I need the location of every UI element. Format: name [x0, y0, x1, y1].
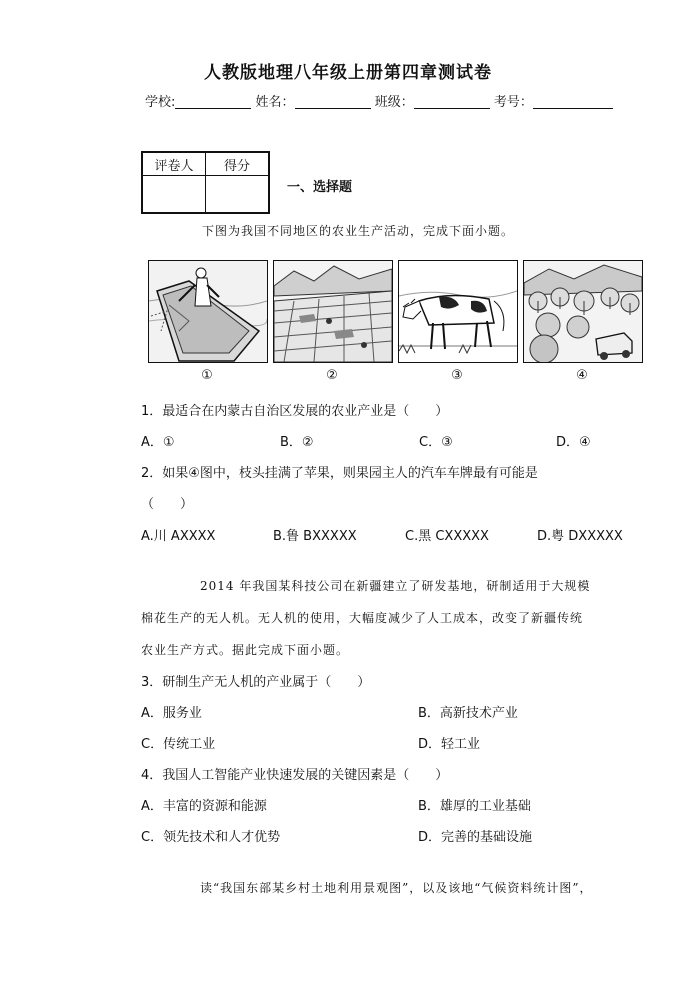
q1-option-b[interactable]: B．② [280, 435, 314, 450]
orchard-illustration [524, 261, 642, 362]
q2-option-d-label: D.粤 DXXXXX [537, 529, 623, 544]
picture-label-3: ③ [451, 368, 463, 383]
intro-text-1: 下图为我国不同地区的农业生产活动，完成下面小题。 [202, 224, 515, 238]
grader-cell [142, 176, 206, 214]
q4-option-d[interactable]: D．完善的基础设施 [418, 830, 533, 845]
intro-text-2-line-2: 棉花生产的无人机。无人机的使用，大幅度减少了人工成本，改变了新疆传统 [141, 611, 584, 625]
intro-text-2-line-3: 农业生产方式。据此完成下面小题。 [141, 643, 350, 657]
q3-option-a[interactable]: A．服务业 [141, 706, 202, 721]
q2-option-b-label: B.鲁 BXXXXX [273, 529, 357, 544]
question-2-paren: （ ） [141, 497, 194, 512]
q2-option-a[interactable] [141, 525, 215, 544]
q3-option-b[interactable]: B．高新技术产业 [418, 706, 518, 721]
name-label: 姓名： [255, 95, 295, 110]
student-info-line [145, 91, 613, 110]
picture-label-1: ① [201, 368, 213, 383]
school-blank [175, 94, 251, 109]
q2-option-c[interactable] [405, 525, 489, 544]
class-label: 班级： [374, 95, 414, 110]
q2-option-a-label: A.川 AXXXX [141, 529, 216, 544]
score-cell [206, 176, 270, 214]
q2-option-c-label: C.黑 CXXXXX [405, 529, 489, 544]
q1-option-d[interactable]: D．④ [556, 435, 591, 450]
school-label: 学校: [145, 95, 176, 110]
question-1: 1．最适合在内蒙古自治区发展的农业产业是（ ） [141, 404, 449, 419]
picture-rice-fields [273, 260, 393, 363]
score-label: 得分 [206, 152, 270, 176]
intro-text-2-line-1: 2014 年我国某科技公司在新疆建立了研发基地，研制适用于大规模 [200, 579, 591, 593]
picture-fishing-boat [148, 260, 268, 363]
q3-option-d[interactable]: D．轻工业 [418, 737, 481, 752]
number-label: 考号： [493, 95, 533, 110]
rice-fields-illustration [274, 261, 392, 362]
q3-option-c[interactable]: C．传统工业 [141, 737, 216, 752]
grader-label: 评卷人 [142, 152, 206, 176]
score-table [141, 151, 270, 214]
section-title: 一、选择题 [287, 180, 353, 195]
q2-option-d[interactable] [537, 525, 623, 544]
q4-option-c[interactable]: C．领先技术和人才优势 [141, 830, 281, 845]
fishing-boat-illustration [149, 261, 267, 362]
q1-option-a[interactable]: A．① [141, 435, 175, 450]
q4-option-b[interactable]: B．雄厚的工业基础 [418, 799, 531, 814]
picture-orchard [523, 260, 643, 363]
question-2: 2．如果④图中，枝头挂满了苹果，则果园主人的汽车车牌最有可能是 [141, 466, 538, 481]
picture-grazing-cow [398, 260, 518, 363]
number-blank [533, 94, 613, 109]
page-title: 人教版地理八年级上册第四章测试卷 [204, 63, 492, 83]
question-4: 4．我国人工智能产业快速发展的关键因素是（ ） [141, 768, 449, 783]
q2-option-b[interactable] [273, 525, 357, 544]
q1-option-c[interactable]: C．③ [419, 435, 453, 450]
question-3: 3．研制生产无人机的产业属于（ ） [141, 675, 371, 690]
picture-label-2: ② [326, 368, 338, 383]
picture-label-4: ④ [576, 368, 588, 383]
intro-text-3: 读“我国东部某乡村土地利用景观图”，以及该地“气候资料统计图”， [200, 881, 593, 895]
grazing-cow-illustration [399, 261, 517, 362]
q4-option-a[interactable]: A．丰富的资源和能源 [141, 799, 267, 814]
name-blank [295, 94, 371, 109]
class-blank [414, 94, 490, 109]
